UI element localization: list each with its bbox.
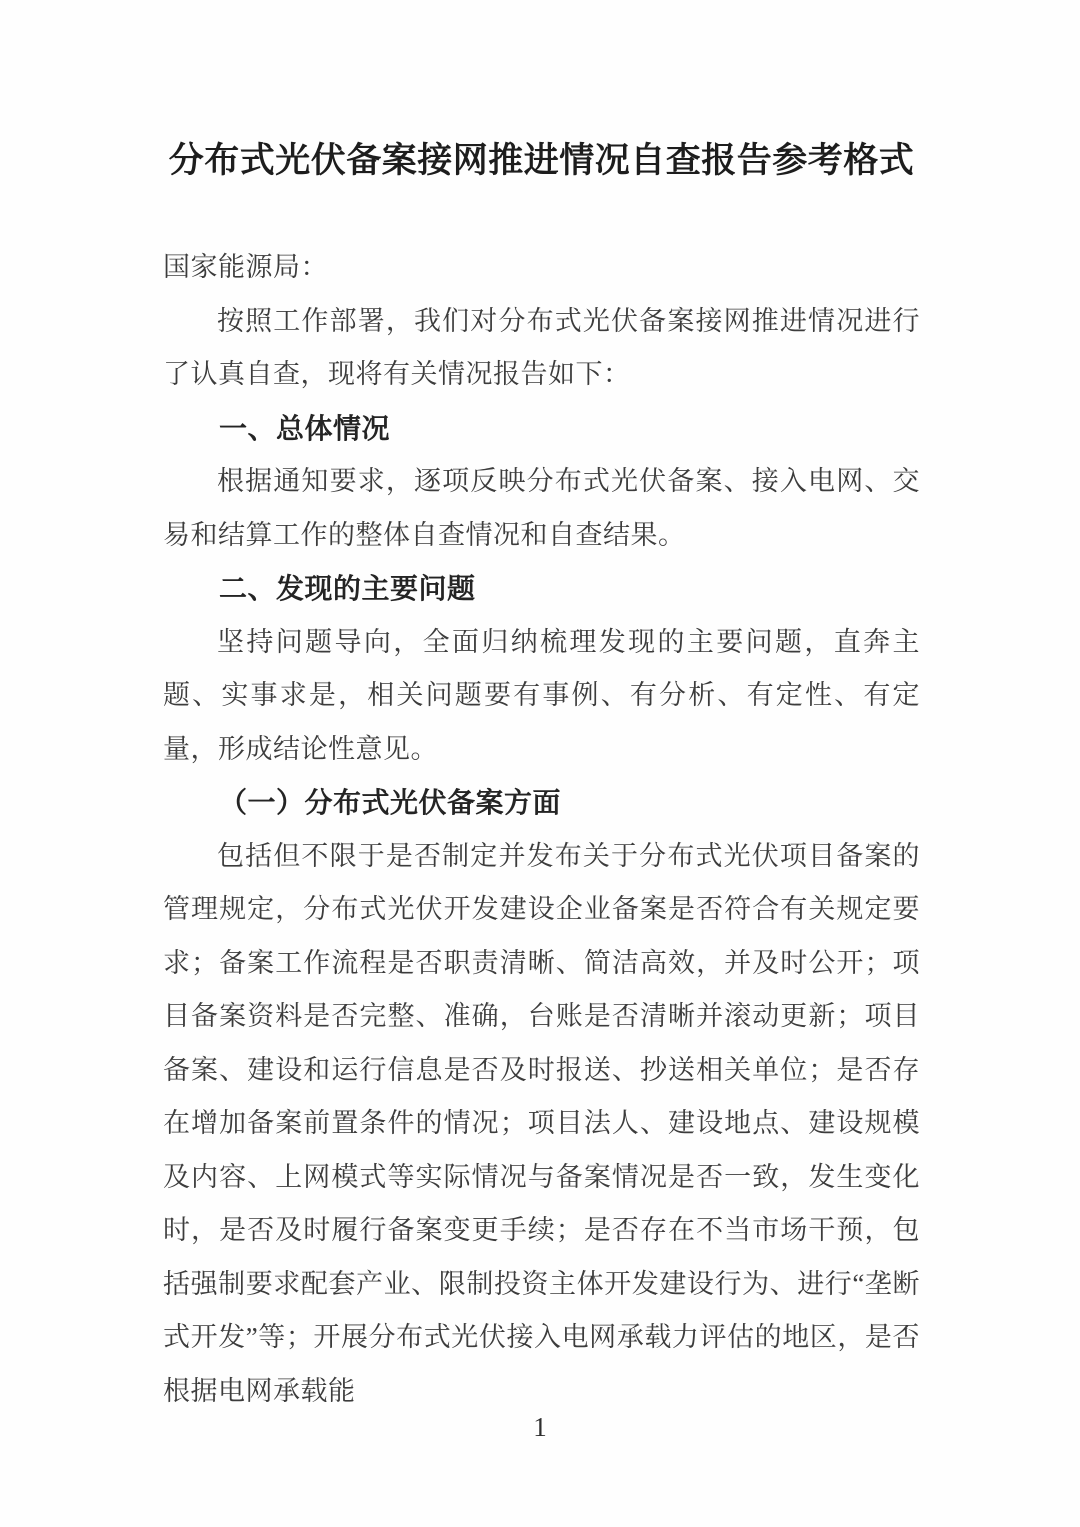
- salutation: 国家能源局：: [163, 252, 328, 282]
- section-1-heading: 一、总体情况: [219, 412, 391, 444]
- intro-paragraph: 按照工作部署，我们对分布式光伏备案接网推进情况进行了认真自查，现将有关情况报告如下：: [163, 305, 920, 389]
- subsection-1-paragraph: 包括但不限于是否制定并发布关于分布式光伏项目备案的管理规定，分布式光伏开发建设企业备案是否符合有关规定要求；备案工作流程是否职责清晰、简洁高效，并及时公开；项目备案资料是否完整、准确，台账是否清晰并滚动更新；项目备案、建设和运行信息是否及时报送、抄送相关单位；是否存在增加备案前置条件的情况；项目法人、建设地点、建设规模及内容、上网模式等实际情况与备案情况是否一致，发生变化时，是否及时履行备案变更手续；是否存在不当市场干预，包括强制要求配套产业、限制投资主体开发建设行为、进行“垄断式开发”等；开展分布式光伏接入电网承载力评估的地区，是否根据电网承载能: [163, 840, 920, 1406]
- page-number: 1: [533, 1412, 547, 1442]
- section-2-paragraph: 坚持问题导向，全面归纳梳理发现的主要问题，直奔主题、实事求是，相关问题要有事例、有分析、有定性、有定量，形成结论性意见。: [163, 626, 920, 764]
- report-title: 分布式光伏备案接网推进情况自查报告参考格式: [168, 141, 915, 180]
- section-1-paragraph: 根据通知要求，逐项反映分布式光伏备案、接入电网、交易和结算工作的整体自查情况和自查结果。: [163, 466, 920, 550]
- section-2-heading: 二、发现的主要问题: [219, 573, 476, 604]
- subsection-1-heading: （一）分布式光伏备案方面: [219, 787, 562, 818]
